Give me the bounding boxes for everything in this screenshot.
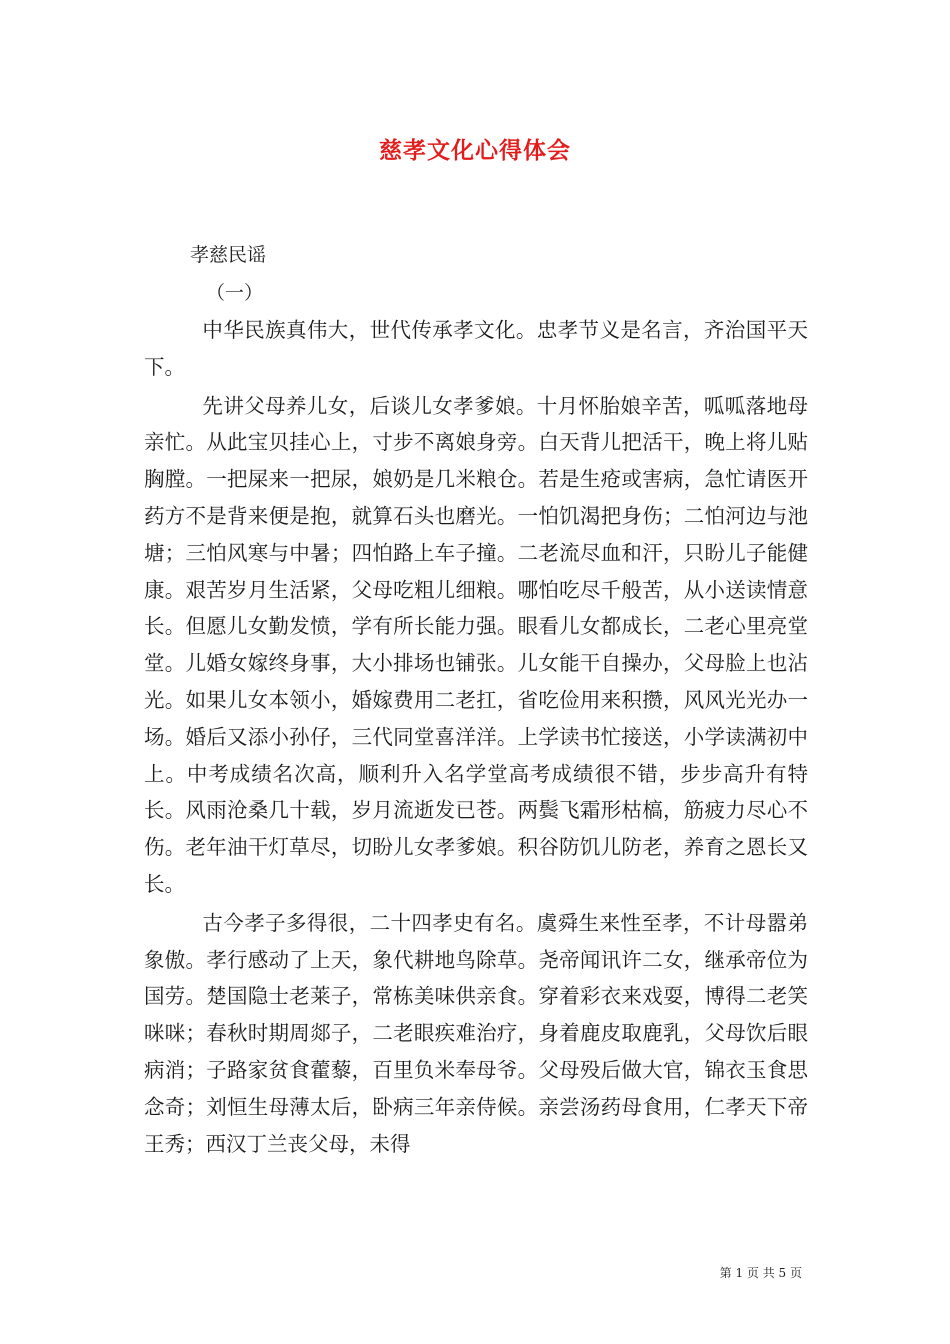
paragraph: 中华民族真伟大，世代传承孝文化。忠孝节义是名言，齐治国平天下。: [144, 318, 808, 379]
page-footer: 第 1 页 共 5 页: [719, 1266, 802, 1280]
section-number: （一）: [206, 282, 264, 304]
document-subtitle: 孝慈民谣: [190, 244, 267, 266]
document-title: 慈孝文化心得体会: [379, 137, 571, 164]
body-text: [144, 312, 808, 1164]
paragraph: 古今孝子多得很，二十四孝史有名。虞舜生来性至孝，不计母嚣弟象傲。孝行感动了上天，象代耕地鸟除草。尧帝闻讯许二女，继承帝位为国劳。楚国隐士老莱子，常栋美味供亲食。穿着彩衣来戏耍，博得二老笑咪咪；春秋时期周郯子，二老眼疾难治疗，身着鹿皮取鹿乳，父母饮后眼病消；子路家贫食藿藜，百里负米奉母爷。父母殁后做大官，锦衣玉食思念奇；刘恒生母薄太后，卧病三年亲侍候。亲尝汤药母食用，仁孝天下帝王秀；西汉丁兰丧父母，未得: [144, 910, 808, 1156]
paragraph: 先讲父母养儿女，后谈儿女孝爹娘。十月怀胎娘辛苦，呱呱落地母亲忙。从此宝贝挂心上，寸步不离娘身旁。白天背儿把活干，晚上将儿贴胸膛。一把屎来一把尿，娘奶是几米粮仓。若是生疮或害病，急忙请医开药方不是背来便是抱，就算石头也磨光。一怕饥渴把身伤；二怕河边与池塘；三怕风寒与中暑；四怕路上车子撞。二老流尽血和汗，只盼儿子能健康。艰苦岁月生活紧，父母吃粗儿细粮。哪怕吃尽千般苦，从小送读情意长。但愿儿女勤发愤，学有所长能力强。眼看儿女都成长，二老心里亮堂堂。儿婚女嫁终身事，大小排场也铺张。儿女能干自操办，父母脸上也沾光。如果儿女本领小，婚嫁费用二老扛，省吃俭用来积攒，风风光光办一场。婚后又添小孙仔，三代同堂喜洋洋。上学读书忙接送，小学读满初中上。中考成绩名次高，顺利升入名学堂高考成绩很不错，步步高升有特长。风雨沧桑几十载，岁月流逝发已苍。两鬓飞霜形枯槁，筋疲力尽心不伤。老年油干灯草尽，切盼儿女孝爹娘。积谷防饥儿防老，养育之恩长又长。: [144, 393, 808, 896]
